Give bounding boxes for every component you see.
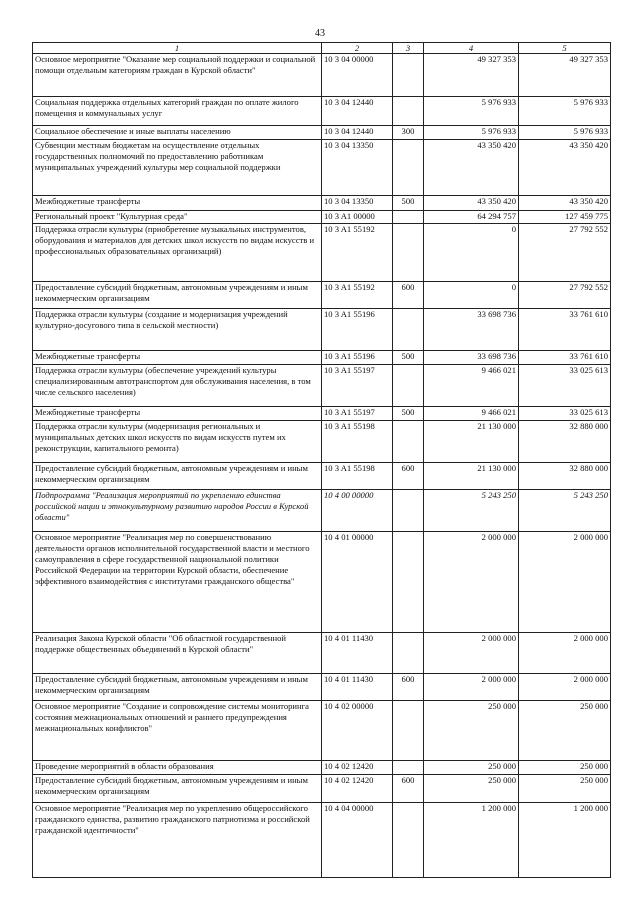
row-value-1: 49 327 353 (424, 54, 519, 97)
row-value-1: 43 350 420 (424, 196, 519, 211)
row-value-2: 1 200 000 (519, 803, 611, 878)
row-value-2: 2 000 000 (519, 674, 611, 701)
row-kind (393, 211, 424, 224)
row-code: 10 3 A1 55197 (322, 407, 393, 421)
row-value-2: 33 761 610 (519, 351, 611, 365)
row-value-1: 250 000 (424, 775, 519, 803)
row-name: Поддержка отрасли культуры (обеспечение учреждений культуры специализированным автотранспортом для обслуживания населения, в том числе сельского населения) (33, 365, 322, 407)
row-value-2: 43 350 420 (519, 140, 611, 196)
table-row (33, 633, 611, 674)
row-value-2: 33 761 610 (519, 309, 611, 351)
row-code: 10 3 A1 55196 (322, 309, 393, 351)
row-code: 10 4 02 00000 (322, 701, 393, 761)
table-row (33, 97, 611, 126)
row-code: 10 3 A1 55192 (322, 282, 393, 309)
row-kind (393, 633, 424, 674)
row-name: Предоставление субсидий бюджетным, автономным учреждениям и иным некоммерческим организациям (33, 282, 322, 309)
table-row (33, 351, 611, 365)
row-name: Основное мероприятие "Реализация мер по укреплению общероссийского гражданского единства, развитию гражданского патриотизма и российской гражданской идентичности" (33, 803, 322, 878)
row-value-2: 127 459 775 (519, 211, 611, 224)
row-value-1: 250 000 (424, 761, 519, 775)
row-code: 10 3 A1 00000 (322, 211, 393, 224)
table-row (33, 140, 611, 196)
row-kind: 600 (393, 775, 424, 803)
row-kind: 600 (393, 463, 424, 490)
row-name: Межбюджетные трансферты (33, 407, 322, 421)
table-row (33, 407, 611, 421)
row-kind (393, 140, 424, 196)
row-value-1: 21 130 000 (424, 421, 519, 463)
row-name: Предоставление субсидий бюджетным, автономным учреждениям и иным некоммерческим организациям (33, 463, 322, 490)
row-value-1: 0 (424, 282, 519, 309)
row-code: 10 3 A1 55196 (322, 351, 393, 365)
row-value-2: 33 025 613 (519, 365, 611, 407)
row-code: 10 3 A1 55198 (322, 421, 393, 463)
table-row (33, 421, 611, 463)
row-value-1: 1 200 000 (424, 803, 519, 878)
row-value-2: 250 000 (519, 701, 611, 761)
row-value-1: 5 243 250 (424, 490, 519, 532)
row-code: 10 4 00 00000 (322, 490, 393, 532)
row-code: 10 4 04 00000 (322, 803, 393, 878)
row-kind (393, 490, 424, 532)
row-code: 10 3 04 13350 (322, 196, 393, 211)
row-name: Проведение мероприятий в области образования (33, 761, 322, 775)
table-row (33, 309, 611, 351)
row-code: 10 3 A1 55192 (322, 224, 393, 282)
row-code: 10 4 01 11430 (322, 674, 393, 701)
row-value-2: 2 000 000 (519, 532, 611, 633)
row-kind (393, 803, 424, 878)
row-name: Основное мероприятие "Оказание мер социальной поддержки и социальной помощи отдельным категориям граждан в Курской области" (33, 54, 322, 97)
row-kind: 600 (393, 674, 424, 701)
table-row (33, 282, 611, 309)
row-kind (393, 532, 424, 633)
row-value-1: 5 976 933 (424, 126, 519, 140)
row-name: Реализация Закона Курской области "Об областной государственной поддержке общественных объединений в Курской области" (33, 633, 322, 674)
row-code: 10 4 02 12420 (322, 775, 393, 803)
budget-table (32, 42, 611, 878)
row-name: Социальная поддержка отдельных категорий граждан по оплате жилого помещения и коммунальных услуг (33, 97, 322, 126)
row-kind (393, 761, 424, 775)
row-kind (393, 701, 424, 761)
row-value-2: 5 243 250 (519, 490, 611, 532)
row-code: 10 3 04 13350 (322, 140, 393, 196)
row-name: Предоставление субсидий бюджетным, автономным учреждениям и иным некоммерческим организациям (33, 674, 322, 701)
row-value-2: 32 880 000 (519, 463, 611, 490)
row-name: Основное мероприятие "Создание и сопровождение системы мониторинга состояния межнациональных отношений и раннего предупреждения межнациональных конфликтов" (33, 701, 322, 761)
row-kind: 600 (393, 282, 424, 309)
header-cell-2: 2 (322, 43, 393, 54)
row-kind (393, 224, 424, 282)
row-value-1: 33 698 736 (424, 351, 519, 365)
row-code: 10 4 01 00000 (322, 532, 393, 633)
row-code: 10 3 04 12440 (322, 97, 393, 126)
row-value-1: 250 000 (424, 701, 519, 761)
table-row (33, 224, 611, 282)
header-cell-4: 4 (424, 43, 519, 54)
row-value-1: 2 000 000 (424, 674, 519, 701)
row-code: 10 3 04 12440 (322, 126, 393, 140)
row-name: Межбюджетные трансферты (33, 351, 322, 365)
table-row (33, 803, 611, 878)
table-row (33, 674, 611, 701)
row-name: Поддержка отрасли культуры (модернизация региональных и муниципальных детских школ искусств по видам искусств путем их реконструкции, капитального ремонта) (33, 421, 322, 463)
row-value-2: 2 000 000 (519, 633, 611, 674)
row-name: Поддержка отрасли культуры (приобретение музыкальных инструментов, оборудования и материалов для детских школ искусств по видам искусств и профессиональных образовательных организаций) (33, 224, 322, 282)
row-value-2: 27 792 552 (519, 282, 611, 309)
table-row (33, 126, 611, 140)
row-value-2: 27 792 552 (519, 224, 611, 282)
row-value-1: 21 130 000 (424, 463, 519, 490)
row-value-2: 32 880 000 (519, 421, 611, 463)
table-row (33, 54, 611, 97)
table-row (33, 761, 611, 775)
row-kind (393, 309, 424, 351)
row-value-2: 250 000 (519, 775, 611, 803)
row-value-1: 0 (424, 224, 519, 282)
row-value-1: 5 976 933 (424, 97, 519, 126)
header-row (33, 43, 611, 54)
row-code: 10 3 A1 55198 (322, 463, 393, 490)
table-row (33, 365, 611, 407)
row-value-2: 250 000 (519, 761, 611, 775)
row-value-1: 9 466 021 (424, 407, 519, 421)
table-row (33, 196, 611, 211)
row-kind (393, 365, 424, 407)
row-code: 10 4 02 12420 (322, 761, 393, 775)
row-name: Региональный проект "Культурная среда" (33, 211, 322, 224)
header-cell-3: 3 (393, 43, 424, 54)
row-kind (393, 54, 424, 97)
row-code: 10 3 04 00000 (322, 54, 393, 97)
row-name: Поддержка отрасли культуры (создание и модернизация учреждений культурно-досугового типа в сельской местности) (33, 309, 322, 351)
header-cell-5: 5 (519, 43, 611, 54)
row-kind: 500 (393, 351, 424, 365)
row-value-1: 43 350 420 (424, 140, 519, 196)
row-kind: 300 (393, 126, 424, 140)
row-value-2: 33 025 613 (519, 407, 611, 421)
row-value-2: 43 350 420 (519, 196, 611, 211)
row-value-1: 64 294 757 (424, 211, 519, 224)
row-kind: 500 (393, 407, 424, 421)
row-code: 10 4 01 11430 (322, 633, 393, 674)
row-name: Подпрограмма "Реализация мероприятий по укреплению единства российской нации и этнокультурному развитию народов России в Курской области" (33, 490, 322, 532)
row-code: 10 3 A1 55197 (322, 365, 393, 407)
table-row (33, 463, 611, 490)
row-name: Субвенции местным бюджетам на осуществление отдельных государственных полномочий по предоставлению работникам муниципальных учреждений культуры мер социальной поддержки (33, 140, 322, 196)
row-kind (393, 97, 424, 126)
table-row (33, 490, 611, 532)
header-cell-1: 1 (33, 43, 322, 54)
row-name: Социальное обеспечение и иные выплаты населению (33, 126, 322, 140)
row-kind: 500 (393, 196, 424, 211)
row-value-1: 33 698 736 (424, 309, 519, 351)
row-value-2: 49 327 353 (519, 54, 611, 97)
row-name: Основное мероприятие "Реализация мер по совершенствованию деятельности органов исполнительной государственной власти и местного самоуправления в сфере государственной национальной политики Российской Федерации на территории Курской области, обеспечение эффективного взаимодействия с институтами гражданского общества" (33, 532, 322, 633)
table-row (33, 701, 611, 761)
row-value-2: 5 976 933 (519, 97, 611, 126)
row-name: Межбюджетные трансферты (33, 196, 322, 211)
table-row (33, 211, 611, 224)
row-value-2: 5 976 933 (519, 126, 611, 140)
row-value-1: 9 466 021 (424, 365, 519, 407)
table-row (33, 775, 611, 803)
row-kind (393, 421, 424, 463)
table-row (33, 532, 611, 633)
row-value-1: 2 000 000 (424, 532, 519, 633)
page-number: 43 (315, 28, 325, 39)
row-value-1: 2 000 000 (424, 633, 519, 674)
row-name: Предоставление субсидий бюджетным, автономным учреждениям и иным некоммерческим организациям (33, 775, 322, 803)
